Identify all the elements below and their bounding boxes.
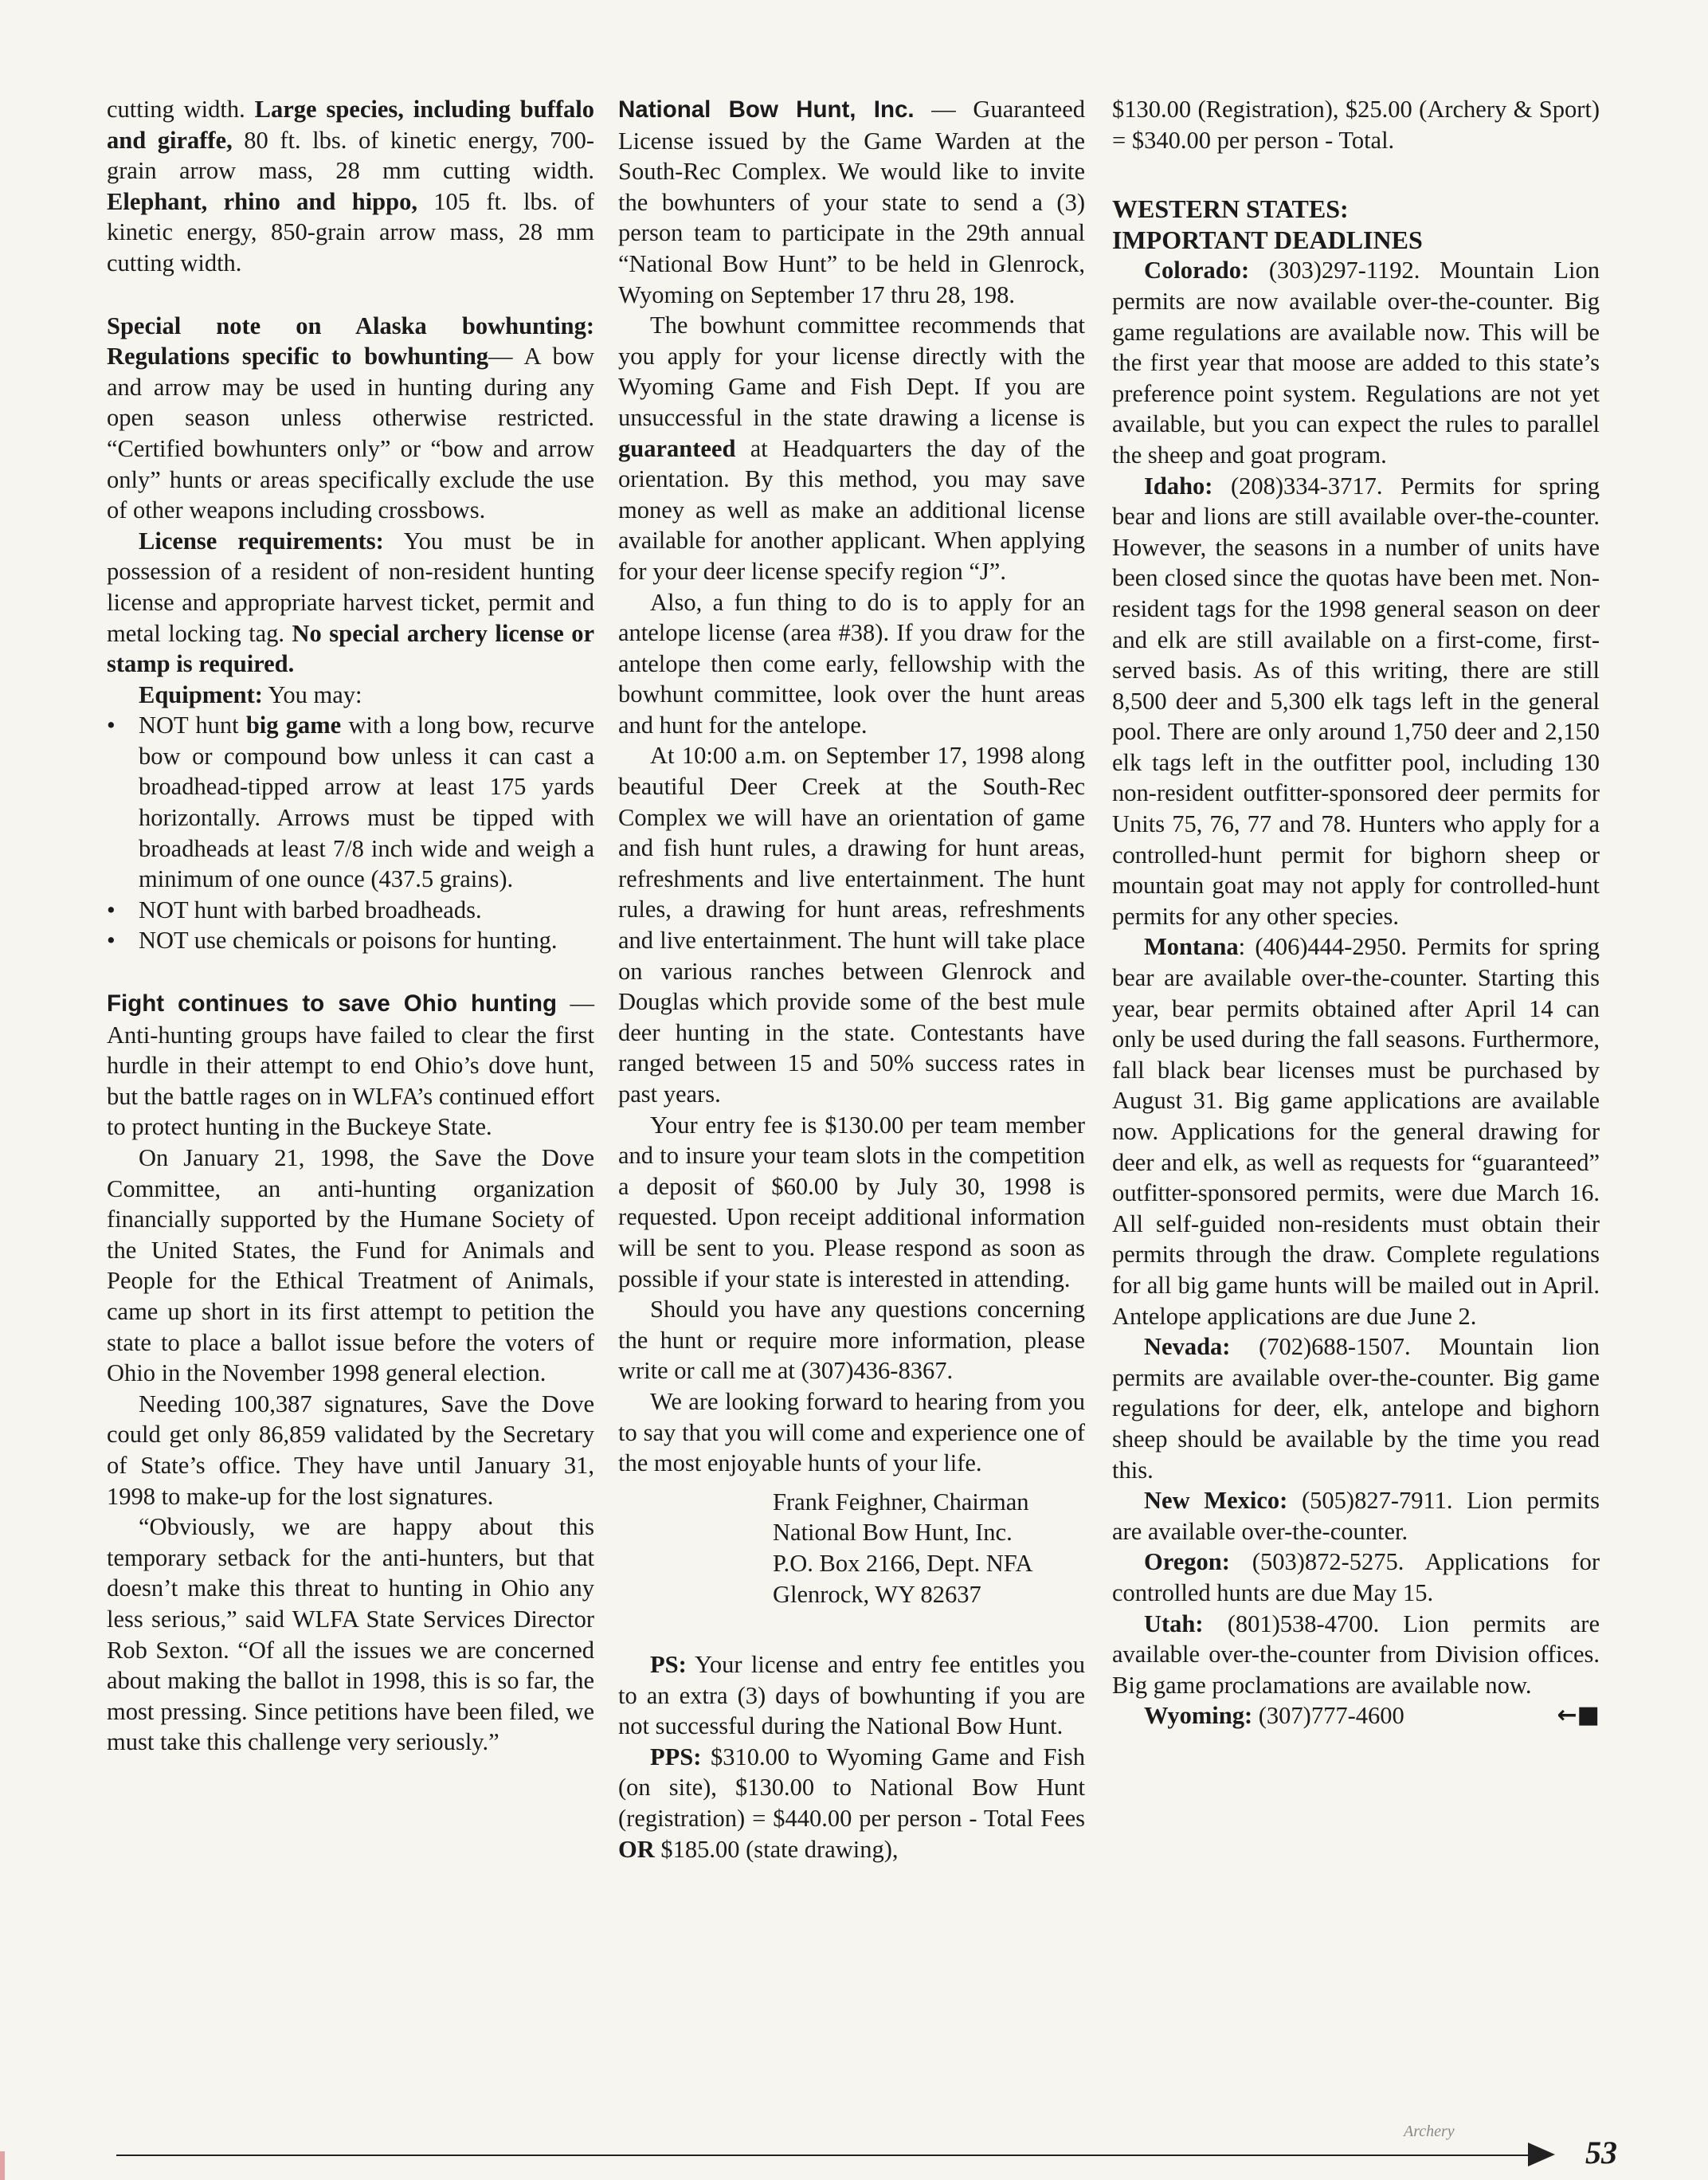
footer-logo: Archery: [1404, 2123, 1455, 2140]
state-entry-wyoming: Wyoming: (307)777-4600 ←■: [1112, 1700, 1600, 1731]
state-entry-oregon: Oregon: (503)872-5275. Applications for controlled hunts are due May 15.: [1112, 1548, 1600, 1606]
ps-paragraph: PS: Your license and entry fee entitles you to an extra (3) days of bowhunting if you are not successful during the National Bow Hunt.: [618, 1651, 1085, 1740]
state-entry-colorado: Colorado: (303)297-1192. Mountain Lion permits are now available over-the-counter. Big game regulations are available now. This will be the first year that moose are added to this state’s preference point system. Regulations are not yet available, but you can expect the rules to parallel the sheep and goat program.: [1112, 257, 1600, 469]
list-item: • NOT use chemicals or poisons for hunting.: [107, 925, 594, 956]
state-entry-montana: Montana: (406)444-2950. Permits for spring bear are available over-the-counter. Starting this year, bear permits obtained after April 14 can only be used during the fall seasons. Furthermore, fall black bear licenses must be purchased by August 31. Big game applications are available now. Applications for the general drawing for deer and elk, as well as requests for “guaranteed” outfitter-sponsored permits, were due March 16. All self-guided non-residents must obtain their permits through the draw. Complete regulations for all big game hunts will be mailed out in April. Antelope applications are due June 2.: [1112, 933, 1600, 1330]
bowhunt-paragraph-5: Your entry fee is $130.00 per team member and to insure your team slots in the competition a deposit of $60.00 by July 30, 1998 is requested. Upon receipt additional information will be sent to you. Please respond as soon as possible if your state is interested in attending.: [618, 1111, 1085, 1292]
signature-line: National Bow Hunt, Inc.: [773, 1519, 1013, 1547]
ohio-paragraph-4: “Obviously, we are happy about this temporary setback for the anti-hunters, but that doesn’t make this threat to hunting in Ohio any less serious,” said WLFA State Services Director Rob Sexton. “Of all the issues we are concerned about making the ballot in 1998, this is so far, the most pressing. Since petitions have been filed, we must take this challenge very seriously.”: [107, 1513, 594, 1756]
bowhunt-paragraph-6: Should you have any questions concerning the hunt or require more information, please write or call me at (307)436-8367.: [618, 1296, 1085, 1385]
footer-arrow-icon: [1528, 2143, 1555, 2166]
ohio-paragraph-2: On January 21, 1998, the Save the Dove Committee, an anti-hunting organization financially supported by the Humane Society of the United States, the Fund for Animals and People for the Ethical Treatment of Animals, came up short in its first attempt to petition the state to place a ballot issue before the voters of Ohio in the November 1998 general election.: [107, 1144, 594, 1387]
equipment-paragraph: Equipment: You may:: [139, 680, 362, 708]
state-entry-new-mexico: New Mexico: (505)827-7911. Lion permits are available over-the-counter.: [1112, 1487, 1600, 1545]
signature-line: P.O. Box 2166, Dept. NFA: [773, 1549, 1033, 1577]
ohio-paragraph: Fight continues to save Ohio hunting — Anti-hunting groups have failed to clear the first hurdle in their attempt to end Ohio’s dove hunt, but the battle rages on in WLFA’s continued effort to protect hunting in the Buckeye State.: [107, 990, 595, 1141]
column-middle: [618, 94, 1085, 1864]
bowhunt-paragraph-2: The bowhunt committee recommends that you apply for your license directly with the Wyoming Game and Fish Dept. If you are unsuccessful in the state drawing a license is guaranteed at Headquarters the day of the orientation. By this method, you may save money as well as make an additional license available for another applicant. When applying for your deer license specify region “J”.: [618, 312, 1085, 585]
pps-paragraph: PPS: $310.00 to Wyoming Game and Fish (on site), $130.00 to National Bow Hunt (registration) = $440.00 per person - Total Fees OR $185.00 (state drawing),: [618, 1743, 1085, 1863]
footer-rule: [116, 2155, 1539, 2156]
list-item: • NOT hunt with barbed broadheads.: [107, 895, 594, 926]
state-entry-idaho: Idaho: (208)334-3717. Permits for spring bear and lions are still available over-the-counter. However, the seasons in a number of units have been closed since the quotas have been met. Non-resident tags for the 1998 general season on deer and elk are still available on a first-come, first-served basis. As of this writing, there are still 8,500 deer and 5,300 elk tags left in the general pool. There are only around 1,750 deer and 2,150 elk tags left in the outfitter pool, including 130 non-resident outfitter-sponsored deer permits for Units 75, 76, 77 and 78. Hunters who apply for a controlled-hunt permit for bighorn sheep or mountain goat may not apply for controlled-hunt permits for any other species.: [1112, 472, 1600, 930]
signature-line: Glenrock, WY 82637: [773, 1580, 981, 1608]
signature-line: Frank Feighner, Chairman: [773, 1488, 1029, 1515]
license-paragraph: License requirements: You must be in possession of a resident of non-resident hunting license and appropriate harvest ticket, permit and metal locking tag. No special archery license or stamp is required.: [107, 527, 594, 678]
equipment-list: [107, 710, 594, 956]
page-number: 53: [1585, 2135, 1617, 2170]
ohio-paragraph-3: Needing 100,387 signatures, Save the Dove could get only 86,859 validated by the Secretary of State’s office. They have until January 31, 1998 to make-up for the lost signatures.: [107, 1390, 594, 1510]
signature-block: [773, 1487, 1085, 1610]
state-entry-utah: Utah: (801)538-4700. Lion permits are available over-the-counter from Division offices. Big game proclamations are available now.: [1112, 1610, 1600, 1699]
bowhunt-paragraph-7: We are looking forward to hearing from you to say that you will come and experience one of the most enjoyable hunts of your life.: [618, 1387, 1085, 1477]
alaska-heading: Special note on Alaska bowhunting: Regulations specific to bowhunting: [107, 312, 594, 371]
bowhunt-heading: National Bow Hunt, Inc.: [618, 96, 915, 123]
page-edge-mark: [0, 2151, 5, 2180]
bowhunt-paragraph-4: At 10:00 a.m. on September 17, 1998 along beautiful Deer Creek at the South-Rec Complex we will have an orientation of game and fish hunt rules, a drawing for hunt areas, refreshments and live entertainment. The hunt rules, a drawing for hunt areas, refreshments and live entertainment. The hunt will take place on various ranches between Glenrock and Douglas which provide some of the best mule deer hunting in the state. Contestants have ranged between 15 and 50% success rates in past years.: [618, 742, 1085, 1108]
list-item: • NOT hunt big game with a long bow, recurve bow or compound bow unless it can cast a broadhead-tipped arrow at least 175 yards horizontally. Arrows must be tipped with broadheads at least 7/8 inch wide and weigh a minimum of one ounce (437.5 grains).: [107, 710, 594, 895]
alaska-paragraph: Special note on Alaska bowhunting: Regulations specific to bowhunting— A bow and arrow may be used in hunting during any open season unless otherwise restricted. “Certified bowhunters only” or “bow and arrow only” hunts or areas specifically exclude the use of other weapons including crossbows.: [107, 312, 595, 524]
bowhunt-paragraph: National Bow Hunt, Inc. — Guaranteed License issued by the Game Warden at the South-Rec Complex. We would like to invite the bowhunters of your state to send a (3) person team to participate in the 29th annual “National Bow Hunt” to be held in Glenrock, Wyoming on September 17 thru 28, 198.: [618, 96, 1085, 308]
ohio-heading: Fight continues to save Ohio hunting: [107, 990, 558, 1017]
state-entry-nevada: Nevada: (702)688-1507. Mountain lion permits are available over-the-counter. Big game regulations for deer, elk, antelope and bighorn sheep should be available by the time you read this.: [1112, 1333, 1600, 1484]
paragraph-cutting-width: cutting width. Large species, including buffalo and giraffe, 80 ft. lbs. of kinetic energy, 700-grain arrow mass, 28 mm cutting width. Elephant, rhino and hippo, 105 ft. lbs. of kinetic energy, 850-grain arrow mass, 28 mm cutting width.: [107, 96, 595, 276]
western-states-heading: WESTERN STATES: IMPORTANT DEADLINES: [1112, 194, 1423, 254]
end-mark-icon: ←■: [1557, 1701, 1600, 1730]
column-right: [1112, 94, 1600, 1731]
column-left: [107, 94, 594, 1758]
fees-paragraph: $130.00 (Registration), $25.00 (Archery & Sport) = $340.00 per person - Total.: [1112, 96, 1600, 154]
bowhunt-paragraph-3: Also, a fun thing to do is to apply for an antelope license (area #38). If you draw for the antelope then come early, fellowship with the bowhunt committee, look over the hunt areas and hunt for the antelope.: [618, 588, 1085, 739]
